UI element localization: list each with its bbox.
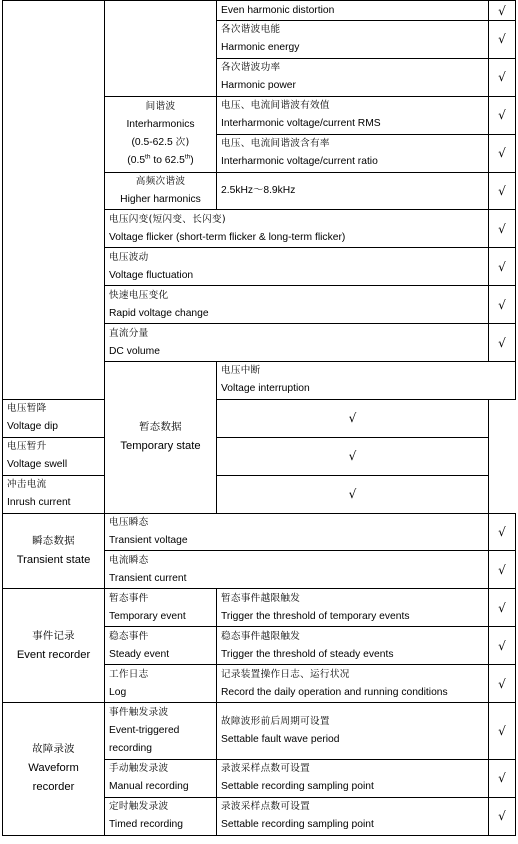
check-mark: √ xyxy=(489,134,516,172)
feature-label-en: Harmonic energy xyxy=(221,42,300,54)
order-range-zh xyxy=(105,134,216,152)
check-mark: √ xyxy=(217,437,489,475)
table-row xyxy=(3,1,516,21)
check-mark: √ xyxy=(489,665,516,703)
feature-cell xyxy=(217,58,489,96)
check-mark: √ xyxy=(489,797,516,835)
feature-cell xyxy=(105,324,489,362)
feature-label-zh: 电流瞬态 xyxy=(109,554,149,566)
check-mark: √ xyxy=(489,760,516,798)
feature-label-zh: 电压中断 xyxy=(221,365,261,377)
description-zh: 录波采样点数可设置 xyxy=(221,763,311,775)
feature-label-en: Transient current xyxy=(109,572,187,584)
description-zh: 暂态事件越限触发 xyxy=(221,592,301,604)
category-label-en: Event recorder xyxy=(16,648,91,661)
check-mark: √ xyxy=(489,210,516,248)
check-mark: √ xyxy=(217,399,489,437)
feature-label-en: Inrush current xyxy=(7,497,71,509)
feature-cell xyxy=(105,248,489,286)
feature-label-en: Interharmonic voltage/current ratio xyxy=(221,156,378,168)
feature-label-zh: 电压瞬态 xyxy=(109,517,149,529)
interharmonics-group-cell xyxy=(105,96,217,172)
feature-label-en: Voltage interruption xyxy=(221,383,310,395)
feature-cell xyxy=(105,703,217,760)
empty-subcategory-cell xyxy=(105,1,217,97)
feature-cell xyxy=(217,1,489,21)
check-mark: √ xyxy=(489,58,516,96)
order-range-close: ) xyxy=(190,155,194,167)
feature-cell xyxy=(217,21,489,59)
order-range-end: to 62.5 xyxy=(150,155,185,167)
description-en: Settable recording sampling point xyxy=(221,819,374,831)
order-range-unit: 次) xyxy=(175,137,190,149)
feature-cell xyxy=(217,96,489,134)
category-label-en: Transient state xyxy=(16,553,91,566)
category-label-zh: 瞬态数据 xyxy=(32,534,75,547)
check-mark: √ xyxy=(489,324,516,362)
table-row xyxy=(3,399,516,437)
category-label-en: recorder xyxy=(32,781,75,794)
higher-harmonics-group-cell xyxy=(105,172,217,210)
feature-cell xyxy=(105,797,217,835)
feature-label-zh: 电压闪变(短闪变、长闪变) xyxy=(109,213,226,225)
check-mark: √ xyxy=(489,21,516,59)
feature-label-en: Rapid voltage change xyxy=(109,307,209,319)
ordinal-suffix: th xyxy=(145,153,151,161)
feature-label-en: Timed recording xyxy=(109,819,184,831)
check-mark: √ xyxy=(489,172,516,210)
description-cell xyxy=(217,589,489,627)
frequency-range: 2.5kHz～8.9kHz xyxy=(221,185,296,196)
category-label-en: Temporary state xyxy=(120,440,201,453)
category-label-zh: 暂态数据 xyxy=(139,421,182,434)
feature-cell xyxy=(3,399,217,437)
check-mark: √ xyxy=(217,475,489,513)
feature-cell xyxy=(105,513,489,551)
description-cell xyxy=(217,760,489,798)
feature-cell xyxy=(105,286,489,324)
feature-cell xyxy=(105,551,489,589)
check-mark: √ xyxy=(489,703,516,760)
description-cell xyxy=(217,703,489,760)
table-row xyxy=(3,513,516,551)
check-mark: √ xyxy=(489,551,516,589)
event-recorder-category xyxy=(3,589,105,703)
table-row xyxy=(3,703,516,760)
description-en: Trigger the threshold of steady events xyxy=(221,648,394,660)
feature-label-zh: 直流分量 xyxy=(109,327,149,339)
feature-label-en: recording xyxy=(109,743,152,755)
feature-label-zh: 手动触发录波 xyxy=(109,763,169,775)
feature-label-zh: 稳态事件 xyxy=(109,630,149,642)
description-zh: 记录装置操作日志、运行状况 xyxy=(221,668,350,680)
check-mark: √ xyxy=(489,96,516,134)
feature-label-zh: 快速电压变化 xyxy=(109,289,169,301)
table-row xyxy=(3,589,516,627)
check-mark: √ xyxy=(489,513,516,551)
feature-label-en: Log xyxy=(109,686,127,698)
table-row xyxy=(3,475,516,513)
table-row xyxy=(3,437,516,475)
feature-label-en: Voltage swell xyxy=(7,459,68,471)
ordinal-suffix: th xyxy=(184,153,191,161)
feature-label-en: Voltage dip xyxy=(7,421,58,433)
feature-label-en: Harmonic power xyxy=(221,80,296,92)
group-label-zh: 高频次谐波 xyxy=(135,176,186,187)
feature-label-en: Even harmonic distortion xyxy=(221,4,335,16)
feature-label-zh: 电压暂升 xyxy=(7,441,47,453)
check-mark: √ xyxy=(489,1,516,21)
feature-label-en: Interharmonic voltage/current RMS xyxy=(221,118,381,130)
category-label-zh: 故障录波 xyxy=(32,743,75,756)
feature-label-en: Voltage fluctuation xyxy=(109,269,194,281)
feature-label-en: Steady event xyxy=(109,648,170,660)
description-cell xyxy=(217,627,489,665)
group-label-en: Interharmonics xyxy=(126,119,195,131)
feature-cell xyxy=(217,362,516,400)
feature-label-en: Voltage flicker (short-term flicker & long-term flicker) xyxy=(109,231,346,243)
feature-cell xyxy=(3,475,217,513)
feature-label-zh: 定时触发录波 xyxy=(109,801,169,813)
feature-label-en: Event-triggered xyxy=(109,725,180,737)
feature-cell xyxy=(217,172,489,210)
feature-label-zh: 各次谐波功率 xyxy=(221,62,281,74)
description-en: Record the daily operation and running conditions xyxy=(221,686,448,698)
group-label-zh: 间谐波 xyxy=(145,101,176,113)
feature-label-zh: 电压暂降 xyxy=(7,403,47,415)
description-en: Trigger the threshold of temporary events xyxy=(221,610,410,622)
order-range-text: (0.5-62.5 xyxy=(131,137,173,149)
check-mark: √ xyxy=(489,248,516,286)
feature-cell xyxy=(105,589,217,627)
feature-label-zh: 电压波动 xyxy=(109,251,149,263)
empty-category-cell xyxy=(3,1,105,400)
waveform-recorder-category xyxy=(3,703,105,836)
feature-cell xyxy=(217,134,489,172)
feature-cell xyxy=(105,210,489,248)
feature-label-en: Temporary event xyxy=(109,610,186,622)
feature-label-zh: 工作日志 xyxy=(109,668,149,680)
feature-label-en: Manual recording xyxy=(109,781,189,793)
feature-label-zh: 冲击电流 xyxy=(7,479,47,491)
feature-cell xyxy=(105,627,217,665)
feature-label-zh: 暂态事件 xyxy=(109,592,149,604)
order-range-en xyxy=(105,152,216,170)
description-en: Settable fault wave period xyxy=(221,734,340,746)
description-cell xyxy=(217,797,489,835)
category-label-en: Waveform xyxy=(28,762,79,775)
feature-label-zh: 电压、电流间谐波有效值 xyxy=(221,100,330,112)
description-cell xyxy=(217,665,489,703)
feature-label-en: Transient voltage xyxy=(109,535,188,547)
description-zh: 故障波形前后周期可设置 xyxy=(221,716,330,728)
feature-cell xyxy=(105,665,217,703)
check-mark: √ xyxy=(489,589,516,627)
check-mark: √ xyxy=(489,627,516,665)
feature-label-zh: 各次谐波电能 xyxy=(221,24,281,36)
category-label-zh: 事件记录 xyxy=(32,629,75,642)
feature-label-zh: 电压、电流间谐波含有率 xyxy=(221,138,330,150)
transient-state-category xyxy=(3,513,105,589)
description-zh: 录波采样点数可设置 xyxy=(221,801,311,813)
feature-label-zh: 事件触发录波 xyxy=(109,707,169,719)
feature-label-en: DC volume xyxy=(109,345,160,357)
description-en: Settable recording sampling point xyxy=(221,781,374,793)
group-label-en: Higher harmonics xyxy=(120,194,201,205)
specification-table xyxy=(2,0,516,836)
feature-cell xyxy=(105,760,217,798)
order-range-start: (0.5 xyxy=(127,155,146,167)
description-zh: 稳态事件越限触发 xyxy=(221,630,301,642)
check-mark: √ xyxy=(489,286,516,324)
